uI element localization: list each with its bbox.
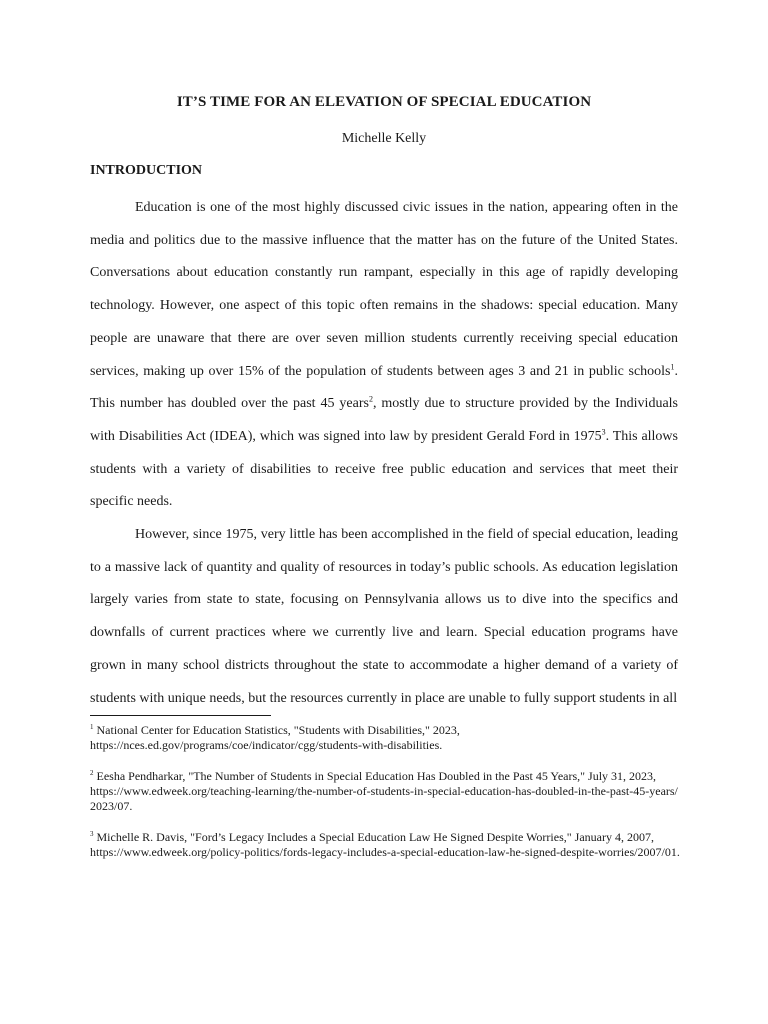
paragraph-1-text-b: . This number has doubled over the past 45 years: [90, 363, 678, 412]
footnote-url: https://www.edweek.org/teaching-learning/the-number-of-students-in-special-education-has-doubled-in-the-past-45-years/2023/07.: [90, 784, 678, 813]
document-title: IT’S TIME FOR AN ELEVATION OF SPECIAL EDUCATION: [176, 94, 592, 110]
footnote-ref-2: 2: [368, 394, 373, 404]
footnote-1: [90, 723, 680, 753]
paragraph-1-text-a: Education is one of the most highly discussed civic issues in the nation, appearing often in the media and politics due to the massive influence that the matter has on the future of the United States. Conversations about education constantly run rampant, especially in this age of rapidly developing technology. However, one aspect of this topic often remains in the shadows: special education. Many people are unaware that there are over seven million students currently receiving special education services, making up over 15% of the population of students between ages 3 and 21 in public schools: [90, 200, 678, 379]
footnote-citation: Michelle R. Davis, "Ford’s Legacy Includes a Special Education Law He Signed Despite Worries," January 4, 2007,: [96, 830, 654, 844]
document-body: [90, 192, 678, 715]
footnote-ref-1: 1: [670, 361, 675, 371]
footnote-number: 3: [90, 830, 94, 838]
footnote-separator: [90, 715, 271, 716]
footnote-citation: Eesha Pendharkar, "The Number of Students in Special Education Has Doubled in the Past 45 Years," July 31, 2023,: [96, 769, 657, 783]
paragraph-1-text-c: , mostly due to structure provided by the Individuals with Disabilities Act (IDEA), which was signed into law by president Gerald Ford in 1975: [90, 396, 678, 444]
footnote-url: https://www.edweek.org/policy-politics/fords-legacy-includes-a-special-education-law-he-signed-despite-worries/2007/01.: [90, 845, 680, 859]
author-name: Michelle Kelly: [341, 131, 427, 146]
footnote-url: https://nces.ed.gov/programs/coe/indicator/cgg/students-with-disabilities.: [90, 738, 443, 752]
footnote-citation: National Center for Education Statistics, "Students with Disabilities," 2023,: [96, 723, 460, 737]
footnote-2: [90, 769, 680, 814]
footnote-ref-3: 3: [601, 427, 606, 437]
footnote-3: [90, 830, 680, 860]
footnote-number: 2: [90, 769, 94, 777]
paragraph-2: However, since 1975, very little has been accomplished in the field of special education, leading to a massive lack of quantity and quality of resources in today’s public schools. As education legislation largely varies from state to state, focusing on Pennsylvania allows us to dive into the specifics and downfalls of current practices where we currently live and learn. Special education programs have grown in many school districts throughout the state to accommodate a higher demand of a variety of students with unique needs, but the resources currently in place are unable to fully support students in all: [90, 527, 678, 706]
paragraph-1: [90, 192, 678, 519]
section-heading-introduction: INTRODUCTION: [90, 163, 203, 178]
footnote-number: 1: [90, 723, 94, 731]
footnotes: [90, 723, 680, 876]
paragraph-1-text-d: . This allows students with a variety of disabilities to receive free public education and services that meet their specific needs.: [90, 428, 678, 510]
